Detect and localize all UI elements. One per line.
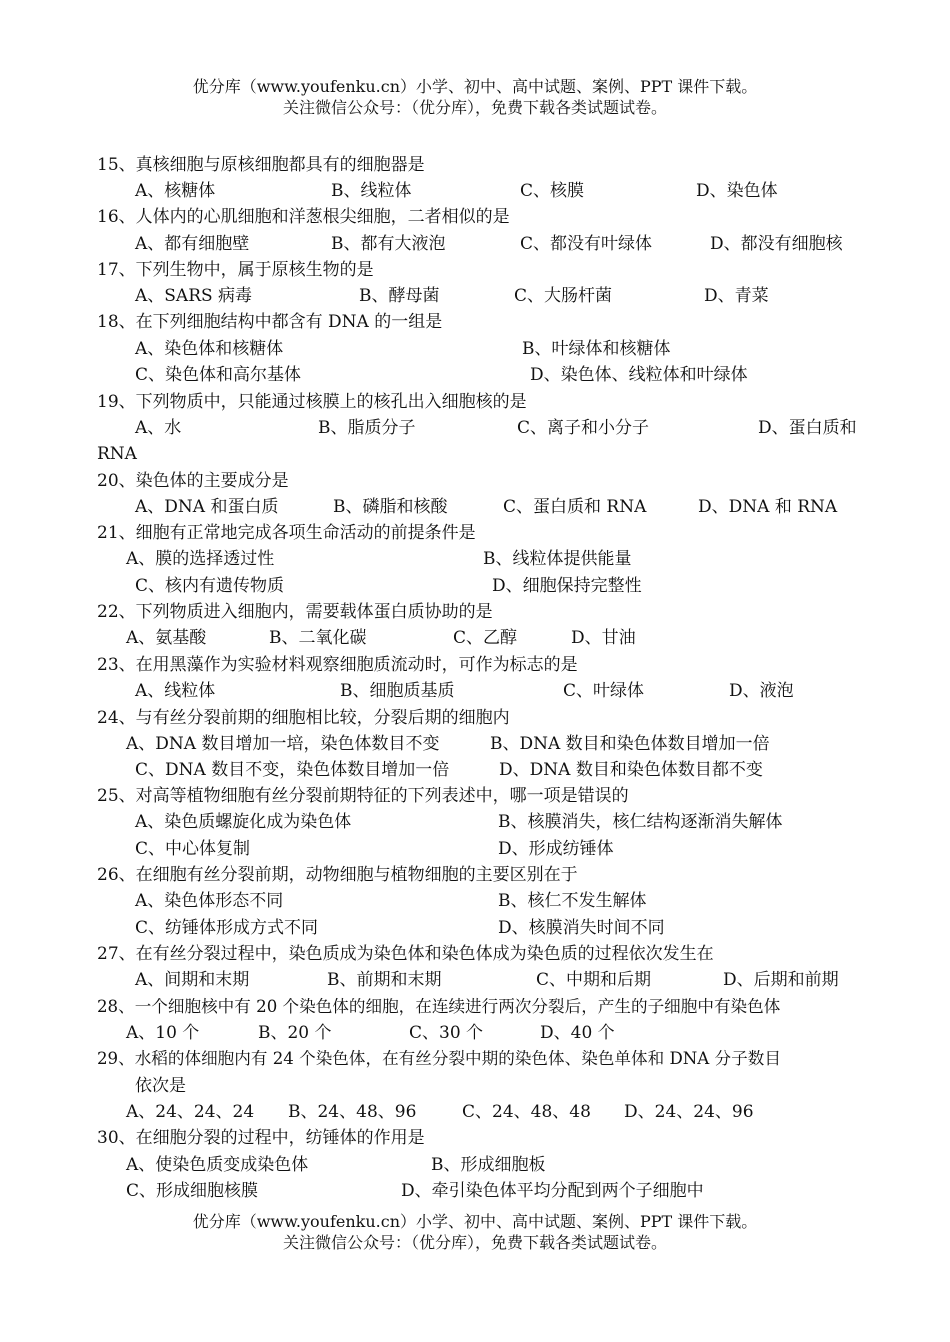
q29-option-c: C、24、48、48 [462, 1102, 591, 1122]
q20-option-c: C、蛋白质和 RNA [503, 497, 647, 517]
q24-option-c: C、DNA 数目不变，染色体数目增加一倍 [135, 760, 450, 780]
footer-line-2: 关注微信公众号：（优分库），免费下载各类试题试卷。 [282, 1233, 667, 1252]
q28-option-d: D、40 个 [540, 1023, 615, 1043]
q17-option-a: A、SARS 病毒 [135, 286, 253, 306]
question-17-stem: 17、下列生物中，属于原核生物的是 [97, 260, 374, 280]
q28-option-b: B、20 个 [258, 1023, 332, 1043]
q23-option-c: C、叶绿体 [563, 681, 645, 701]
q29-option-d: D、24、24、96 [624, 1102, 754, 1122]
q17-option-d: D、青菜 [704, 286, 769, 306]
q19-option-b: B、脂质分子 [318, 418, 416, 438]
header-line-1: 优分库（www.youfenku.cn）小学、初中、高中试题、案例、PPT 课件下载。 [192, 77, 758, 96]
header-line-2: 关注微信公众号：（优分库），免费下载各类试题试卷。 [282, 98, 667, 117]
q24-option-b: B、DNA 数目和染色体数目增加一倍 [490, 734, 770, 754]
q25-option-b: B、核膜消失，核仁结构逐渐消失解体 [498, 812, 783, 832]
question-20-stem: 20、染色体的主要成分是 [97, 471, 289, 491]
q23-option-d: D、液泡 [729, 681, 794, 701]
page-header [0, 76, 950, 118]
question-26-stem: 26、在细胞有丝分裂前期，动物细胞与植物细胞的主要区别在于 [97, 865, 578, 885]
q16-option-b: B、都有大液泡 [331, 234, 446, 254]
q18-option-b: B、叶绿体和核糖体 [522, 339, 671, 359]
q27-option-d: D、后期和前期 [723, 970, 839, 990]
question-28-stem: 28、一个细胞核中有 20 个染色体的细胞，在连续进行两次分裂后，产生的子细胞中有染色体 [97, 997, 781, 1016]
question-15-stem: 15、真核细胞与原核细胞都具有的细胞器是 [97, 155, 425, 175]
q30-option-a: A、使染色质变成染色体 [126, 1155, 309, 1175]
q25-option-a: A、染色质螺旋化成为染色体 [135, 812, 352, 832]
q26-option-c: C、纺锤体形成方式不同 [135, 918, 319, 938]
footer-line-1: 优分库（www.youfenku.cn）小学、初中、高中试题、案例、PPT 课件下载。 [192, 1212, 758, 1231]
q27-option-b: B、前期和末期 [327, 970, 442, 990]
question-30-stem: 30、在细胞分裂的过程中，纺锤体的作用是 [97, 1128, 425, 1148]
q25-option-c: C、中心体复制 [135, 839, 251, 859]
q21-option-a: A、膜的选择透过性 [126, 549, 275, 569]
q15-option-a: A、核糖体 [135, 181, 216, 201]
q28-option-a: A、10 个 [126, 1023, 200, 1043]
q18-option-c: C、染色体和高尔基体 [135, 365, 302, 385]
q27-option-a: A、间期和末期 [135, 970, 250, 990]
q28-option-c: C、30 个 [409, 1023, 484, 1043]
question-24-stem: 24、与有丝分裂前期的细胞相比较，分裂后期的细胞内 [97, 708, 510, 728]
q20-option-a: A、DNA 和蛋白质 [135, 497, 279, 517]
q17-option-c: C、大肠杆菌 [514, 286, 613, 306]
q24-option-d: D、DNA 数目和染色体数目都不变 [499, 760, 763, 780]
question-16-stem: 16、人体内的心肌细胞和洋葱根尖细胞，二者相似的是 [97, 207, 510, 227]
q19-option-a: A、水 [135, 418, 182, 438]
page-footer [0, 1211, 950, 1253]
question-18-stem: 18、在下列细胞结构中都含有 DNA 的一组是 [97, 312, 443, 332]
q16-option-a: A、都有细胞壁 [135, 234, 250, 254]
question-23-stem: 23、在用黑藻作为实验材料观察细胞质流动时，可作为标志的是 [97, 655, 578, 675]
q29-option-b: B、24、48、96 [288, 1102, 417, 1122]
q26-option-a: A、染色体形态不同 [135, 891, 284, 911]
question-25-stem: 25、对高等植物细胞有丝分裂前期特征的下列表述中，哪一项是错误的 [97, 786, 629, 806]
q21-option-c: C、核内有遗传物质 [135, 576, 285, 596]
q15-option-d: D、染色体 [696, 181, 778, 201]
q30-option-d: D、牵引染色体平均分配到两个子细胞中 [401, 1181, 704, 1201]
question-29-stem: 29、水稻的体细胞内有 24 个染色体，在有丝分裂中期的染色体、染色单体和 DNA 分子数目 [97, 1049, 781, 1068]
q25-option-d: D、形成纺锤体 [498, 839, 614, 859]
q18-option-a: A、染色体和核糖体 [135, 339, 284, 359]
q22-option-c: C、乙醇 [453, 628, 518, 648]
q21-option-b: B、线粒体提供能量 [483, 549, 632, 569]
question-22-stem: 22、下列物质进入细胞内，需要载体蛋白质协助的是 [97, 602, 493, 622]
q19-option-d: D、蛋白质和 [758, 418, 857, 438]
q24-option-a: A、DNA 数目增加一培，染色体数目不变 [126, 734, 440, 754]
q15-option-b: B、线粒体 [331, 181, 412, 201]
q21-option-d: D、细胞保持完整性 [492, 576, 642, 596]
q26-option-b: B、核仁不发生解体 [498, 891, 647, 911]
q30-option-c: C、形成细胞核膜 [126, 1181, 259, 1201]
q20-option-d: D、DNA 和 RNA [698, 497, 838, 517]
q20-option-b: B、磷脂和核酸 [333, 497, 448, 517]
q19-option-c: C、离子和小分子 [517, 418, 650, 438]
q15-option-c: C、核膜 [520, 181, 585, 201]
question-27-stem: 27、在有丝分裂过程中，染色质成为染色体和染色体成为染色质的过程依次发生在 [97, 944, 714, 964]
q19-option-d-wrap: RNA [97, 444, 137, 464]
q22-option-d: D、甘油 [571, 628, 636, 648]
q23-option-a: A、线粒体 [135, 681, 216, 701]
q23-option-b: B、细胞质基质 [340, 681, 455, 701]
q18-option-d: D、染色体、线粒体和叶绿体 [530, 365, 748, 385]
question-29-stem-continued: 依次是 [135, 1076, 186, 1096]
q16-option-c: C、都没有叶绿体 [520, 234, 653, 254]
q22-option-b: B、二氧化碳 [269, 628, 367, 648]
q29-option-a: A、24、24、24 [126, 1102, 255, 1122]
question-19-stem: 19、下列物质中，只能通过核膜上的核孔出入细胞核的是 [97, 392, 527, 412]
q17-option-b: B、酵母菌 [359, 286, 440, 306]
q22-option-a: A、氨基酸 [126, 628, 207, 648]
q27-option-c: C、中期和后期 [536, 970, 652, 990]
q16-option-d: D、都没有细胞核 [710, 234, 843, 254]
question-21-stem: 21、细胞有正常地完成各项生命活动的前提条件是 [97, 523, 476, 543]
q30-option-b: B、形成细胞板 [431, 1155, 546, 1175]
q26-option-d: D、核膜消失时间不同 [498, 918, 665, 938]
